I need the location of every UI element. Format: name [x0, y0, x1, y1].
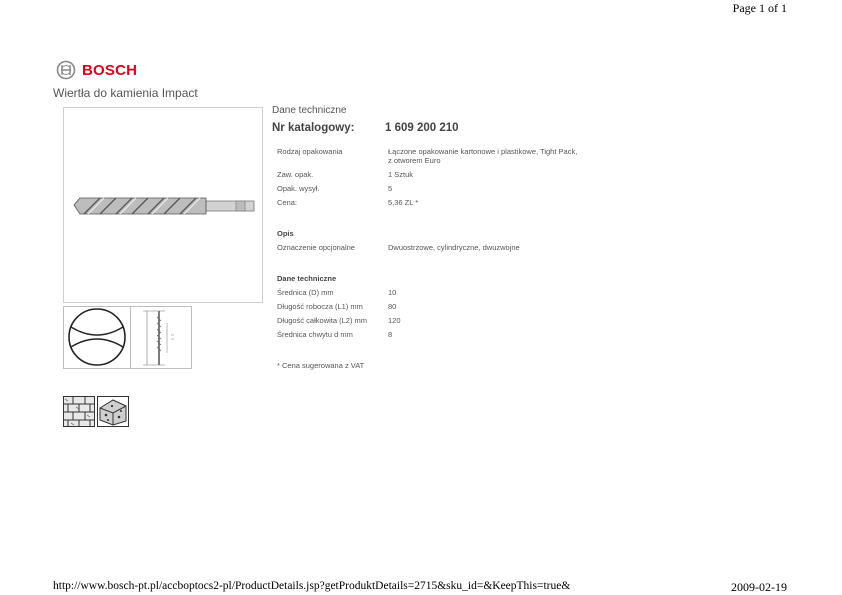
spec-value: Łączone opakowanie kartonowe i plastikowe, Tight Pack, z otworem Euro — [388, 147, 578, 165]
spec-label: Oznaczenie opcjonalne — [277, 243, 355, 252]
brand-name: BOSCH — [82, 61, 138, 79]
vat-note: * Cena sugerowana z VAT — [277, 361, 365, 370]
spec-label: Średnica chwytu d mm — [277, 330, 353, 339]
section-caption: Dane techniczne — [272, 105, 347, 116]
bosch-armature-icon — [56, 60, 76, 80]
catalog-number-label: Nr katalogowy: — [272, 122, 355, 134]
spec-value: 80 — [388, 302, 397, 311]
brick-material-icon — [63, 396, 95, 427]
drill-bit-icon — [64, 108, 262, 302]
spec-value: 5 — [388, 184, 393, 193]
spec-label: Cena: — [277, 198, 298, 207]
spec-value: 120 — [388, 316, 401, 325]
spec-label: Długość całkowita (L2) mm — [277, 316, 368, 325]
spec-label: Zaw. opak. — [277, 170, 314, 179]
page-number: Page 1 of 1 — [732, 1, 787, 15]
spec-label: Rodzaj opakowania — [277, 147, 343, 156]
dimension-drawing-thumbnail[interactable] — [130, 306, 192, 369]
spec-value: Dwuostrzowe, cylindryczne, dwuzwojne — [388, 243, 520, 252]
footer-date: 2009-02-19 — [731, 580, 787, 594]
spec-value: 10 — [388, 288, 397, 297]
product-title: Wiertła do kamienia Impact — [53, 86, 198, 100]
technical-data-heading: Dane techniczne — [277, 274, 337, 283]
cross-section-diagram-icon — [64, 307, 130, 368]
spec-label: Opak. wysył. — [277, 184, 320, 193]
cross-section-thumbnail[interactable] — [63, 306, 131, 369]
description-heading: Opis — [277, 229, 294, 238]
bosch-logo[interactable] — [56, 60, 137, 80]
product-image[interactable] — [63, 107, 263, 303]
stone-material-icon — [97, 396, 129, 427]
spec-value: 1 Sztuk — [388, 170, 414, 179]
spec-value: 5,36 ZL * — [388, 198, 419, 207]
spec-label: Średnica (D) mm — [277, 288, 334, 297]
catalog-number-value: 1 609 200 210 — [385, 122, 459, 134]
spec-value: 8 — [388, 330, 393, 339]
footer-url[interactable]: http://www.bosch-pt.pl/accboptocs2-pl/ProductDetails.jsp?getProduktDetails=2715&sku_id=&KeepThis=true& — [53, 580, 571, 592]
dimension-drawing-icon — [131, 307, 191, 368]
spec-label: Długość robocza (L1) mm — [277, 302, 363, 311]
